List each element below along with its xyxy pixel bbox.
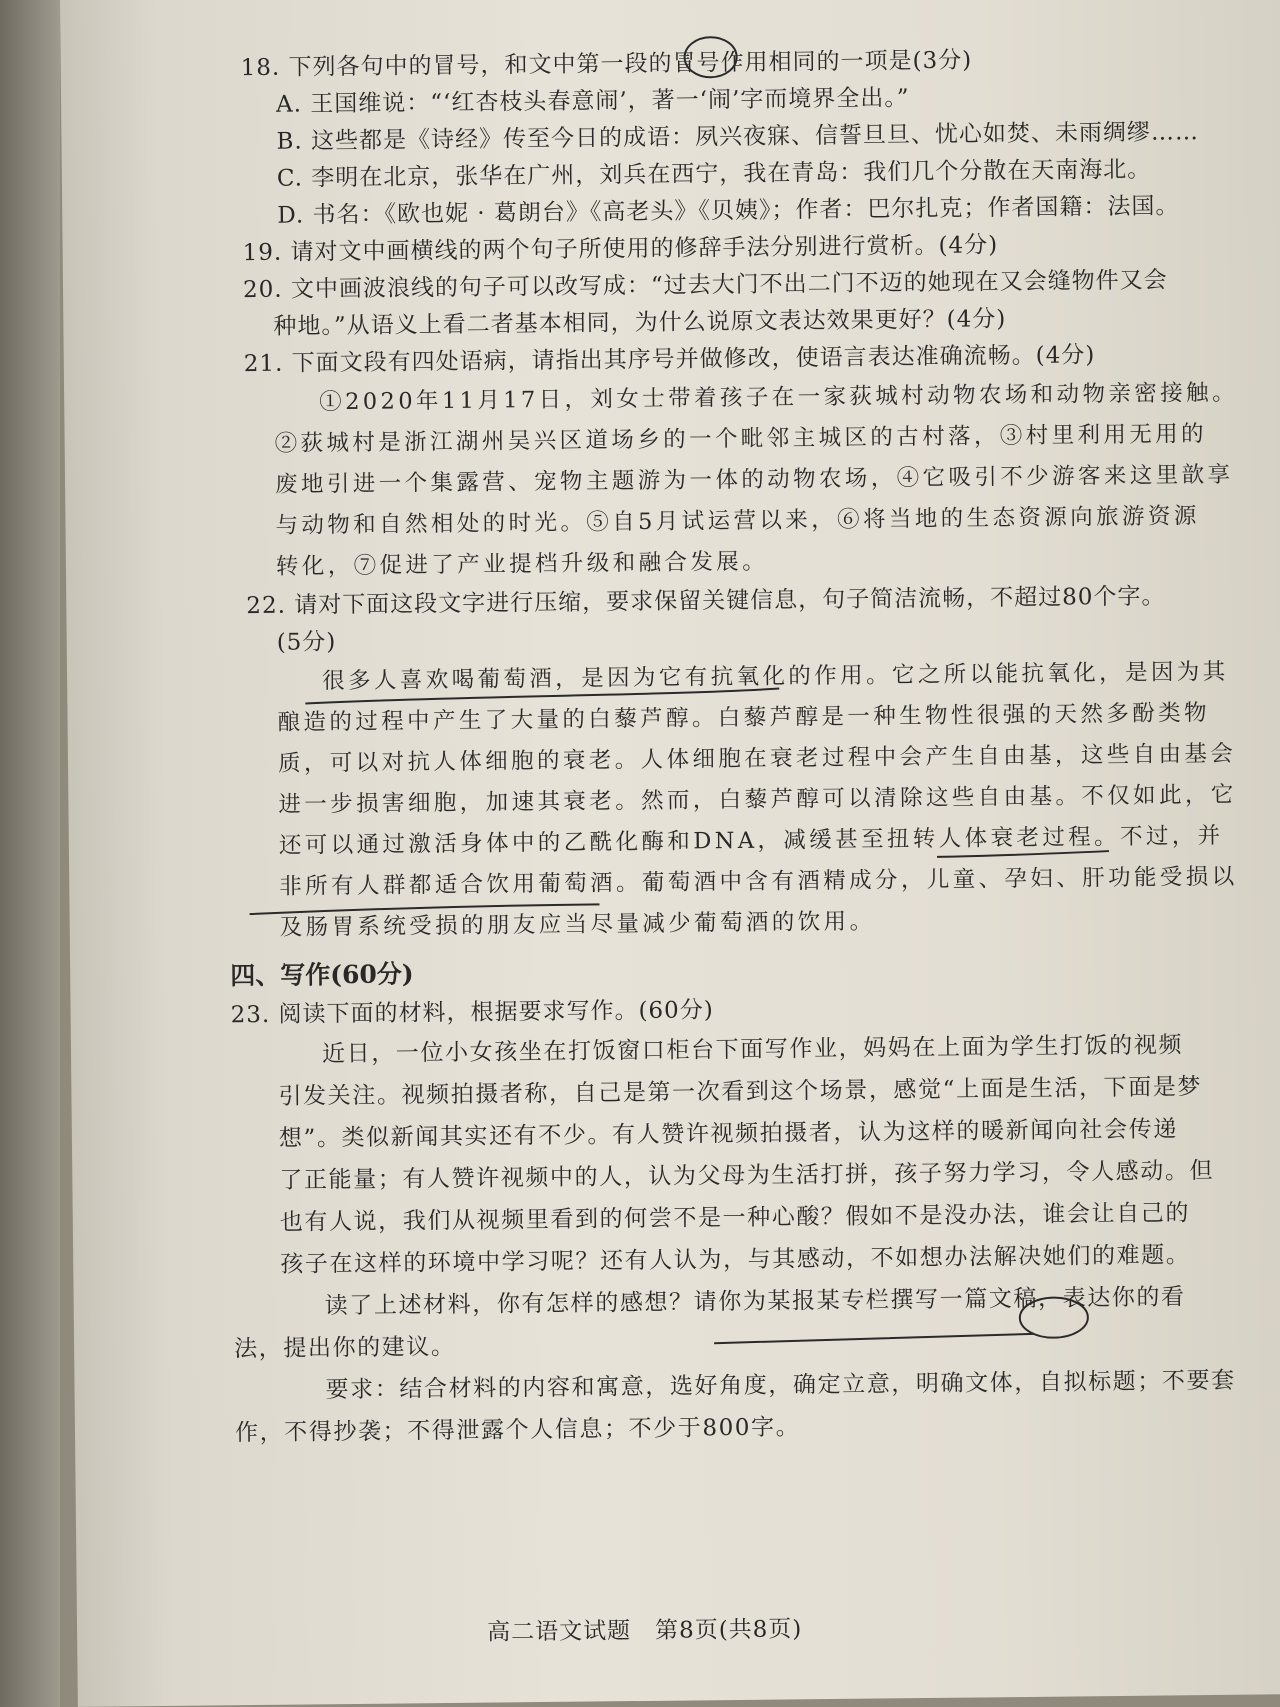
q18-option-b: B. 这些都是《诗经》传至今日的成语：夙兴夜寐、信誓旦旦、忧心如焚、未雨绸缪…… [276,119,1200,155]
material-line: 了正能量；有人赞许视频中的人，认为父母为生活打拼，孩子努力学习，令人感动。但 [279,1157,1215,1194]
page-footer: 高二语文试题 第8页(共8页) [486,1616,803,1646]
q21-line: 转化，⑦促进了产业提档升级和融合发展。 [275,548,769,580]
q18-option-a: A. 王国维说：“‘红杏枝头春意闹’，著一‘闹’字而境界全出。” [275,85,910,118]
exam-page [60,0,1280,1707]
q22-stem-line2: (5分) [276,629,337,656]
q21-paragraph [179,373,1241,589]
material-line: 近日，一位小女孩坐在打饭窗口柜台下面写作业，妈妈在上面为学生打饭的视频 [321,1032,1184,1068]
q18-option-d: D. 书名：《欧也妮 · 葛朗台》《高老头》《贝姨》；作者：巴尔扎克；作者国籍：法国。 [277,193,1180,229]
material-line: 孩子在这样的环境中学习呢？还有人认为，与其感动，不如想办法解决她们的难题。 [280,1242,1191,1278]
q22-line: 酿造的过程中产生了大量的白藜芦醇。白藜芦醇是一种生物性很强的天然多酚类物 [277,699,1211,736]
q23-task [188,1276,1249,1371]
q20-stem-line2: 种地。”从语义上看二者基本相同，为什么说原文表达效果更好？(4分) [273,306,1007,340]
q22-line: 很多人喜欢喝葡萄酒，是因为它有抗氧化的作用。它之所以能抗氧化，是因为其 [322,658,1229,695]
page-content [176,40,1251,1455]
task-line: 法，提出你的建议。 [234,1333,456,1363]
q20-stem-line1: 20. 文中画波浪线的句子可以改写成：“过去大门不出二门不迈的她现在又会缝物件又会 [242,267,1168,304]
page-shadow-edge [0,0,60,1707]
q19-stem: 19. 请对文中画横线的两个句子所使用的修辞手法分别进行赏析。(4分) [242,232,999,267]
material-line: 引发关注。视频拍摄者称，自己是第一次看到这个场景，感觉“上面是生活，下面是梦 [278,1074,1203,1110]
section-title-writing: 四、写作(60分) [230,959,414,991]
q21-line: 废地引进一个集露营、宠物主题游为一体的动物农场，④它吸引不少游客来这里歆享 [274,461,1234,498]
q22-paragraph [182,652,1245,950]
material-line: 也有人说，我们从视频里看到的何尝不是一种心酸？假如不是没办法，谁会让自己的 [279,1200,1191,1236]
material-line: 想”。类似新闻其实还有不少。有人赞许视频拍摄者，认为这样的暖新闻向社会传递 [278,1116,1178,1152]
requirement-line: 作，不得抄袭；不得泄露个人信息；不少于800字。 [234,1414,801,1447]
q23-material [186,1024,1249,1287]
q23-stem: 23. 阅读下面的材料，根据要求写作。(60分) [230,997,714,1029]
q22-line: 非所有人群都适合饮用葡萄酒。葡萄酒中含有酒精成分，儿童、孕妇、肝功能受损以 [279,863,1238,900]
q21-line: ①2020年11月17日，刘女士带着孩子在一家荻城村动物农场和动物亲密接触。 [319,379,1239,416]
q18-stem: 18. 下列各句中的冒号，和文中第一段的冒号作用相同的一项是(3分) [240,47,973,82]
q22-line: 进一步损害细胞，加速其衰老。然而，白藜芦醇可以清除这些自由基。不仅如此，它 [278,781,1237,818]
q23-requirements [189,1360,1250,1455]
requirement-line: 要求：结合材料的内容和寓意，选好角度，确定立意，明确文体，自拟标题；不要套 [325,1367,1236,1404]
q21-line: ②荻城村是浙江湖州吴兴区道场乡的一个毗邻主城区的古村落，③村里利用无用的 [274,421,1208,457]
q21-stem: 21. 下面文段有四处语病，请指出其序号并做修改，使语言表达准确流畅。(4分) [243,342,1096,378]
q22-line: 质，可以对抗人体细胞的衰老。人体细胞在衰老过程中会产生自由基，这些自由基会 [277,740,1237,777]
q22-stem-line1: 22. 请对下面这段文字进行压缩，要求保留关键信息，句子简洁流畅，不超过80个字。 [246,583,1166,620]
q22-line: 及肠胃系统受损的朋友应当尽量减少葡萄酒的饮用。 [279,908,876,941]
task-line: 读了上述材料，你有怎样的感想？请你为某报某专栏撰写一篇文稿，表达你的看 [324,1284,1186,1320]
q21-line: 与动物和自然相处的时光。⑤自5月试运营以来，⑥将当地的生态资源向旅游资源 [275,503,1200,539]
q22-line: 还可以通过激活身体中的乙酰化酶和DNA，减缓甚至扭转人体衰老过程。不过，并 [278,822,1224,859]
q18-option-c: C. 李明在北京，张华在广州，刘兵在西宁，我在青岛：我们几个分散在天南海北。 [276,156,1152,192]
